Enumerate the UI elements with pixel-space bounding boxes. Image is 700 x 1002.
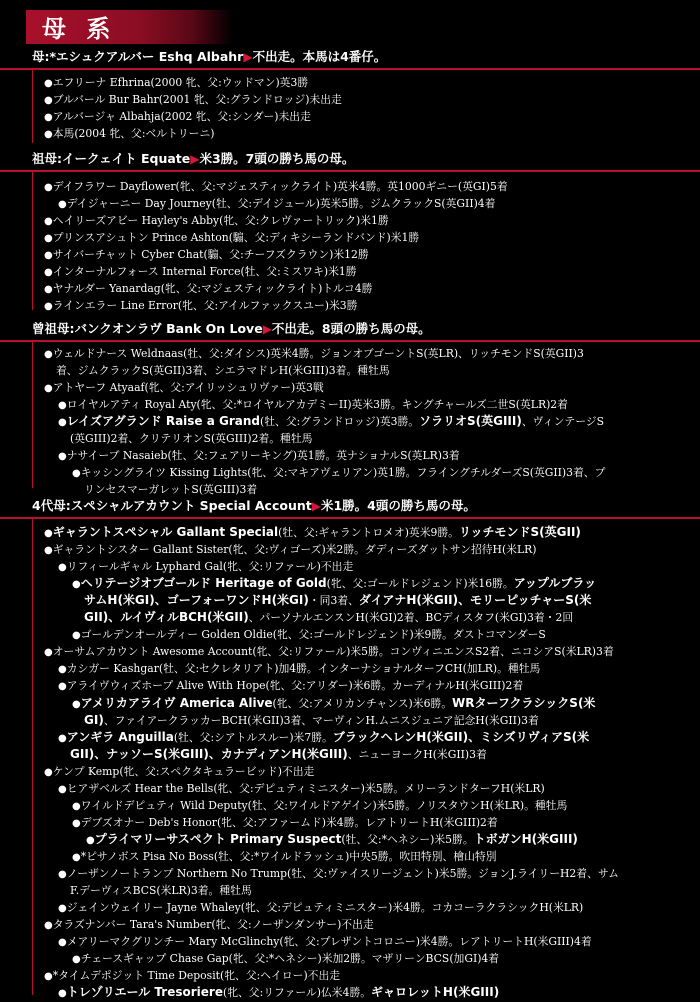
pedigree-entry <box>58 780 545 798</box>
section-heading-fourth-dam <box>32 497 692 514</box>
entry-text: ・同3着、 <box>308 594 359 608</box>
bullet-icon: ● <box>58 937 67 949</box>
pedigree-entry-major <box>84 592 591 609</box>
bullet-icon: ● <box>58 903 67 915</box>
entry-text: ブルバール Bur Bahr(2001 牝、父:グランドロッジ)未出走 <box>52 93 342 107</box>
entry-text: エフリーナ Efhrina(2000 牝、父:ウッドマン)英3勝 <box>52 76 309 89</box>
section-heading-great-grandmother <box>32 320 692 337</box>
bullet-icon: ● <box>58 664 67 676</box>
entry-text: ジェインウェイリー Jayne Whaley(牝、父:デピュティミニスター)米4勝。コカコーラクラシックH(米LR) <box>66 901 584 915</box>
entry-text: メアリーマクグリンチー Mary McGlinchy(牝、父:プレザントコロニー)米4勝。レアトリートH(米GIII)4着 <box>66 935 592 949</box>
section-heading-note: 不出走。8頭の勝ち馬の母。 <box>271 321 431 336</box>
pedigree-entry <box>58 865 619 883</box>
bullet-icon: ● <box>44 233 53 245</box>
section-heading-name: 母:*エシュクアルバー Eshq Albahr <box>32 49 244 64</box>
entry-text: *ピサノボス Pisa No Boss(牡、父:*ワイルドラッシュ)中央5勝。吹田特別、檜山特別 <box>80 849 497 863</box>
bullet-icon: ● <box>44 349 53 360</box>
pedigree-entry <box>58 195 495 213</box>
entry-text: *タイムデポジット Time Deposit(牝、父:ヘイロー)不出走 <box>52 969 341 983</box>
entry-text: (牡、父:*ヘネシー)米5勝。 <box>341 832 474 846</box>
section-heading-name: 祖母:イークェイト Equate <box>32 151 191 166</box>
bullet-icon: ● <box>44 971 53 983</box>
horse-name-bold: アメリカアライヴ America Alive <box>80 695 273 710</box>
pedigree-entry <box>56 362 390 379</box>
entry-text: オーサムアカウント Awesome Account(牝、父:リファール)米5勝。コンヴィニエンスS2着、ニコシアS(米LR)3着 <box>52 645 614 659</box>
entry-text: (牝、父:ゴールドレジェンド)米16勝。 <box>326 577 514 591</box>
pedigree-entry-major <box>44 524 581 542</box>
bullet-icon: ● <box>44 112 53 124</box>
section-heading-name: 4代母:スペシャルアカウント Special Account <box>32 498 312 513</box>
bullet-icon: ● <box>58 417 67 429</box>
entry-text: (牡、父:シアトルスルー)米7勝。 <box>173 730 333 744</box>
pedigree-entry <box>44 263 357 281</box>
entry-text: デブズオナー Deb's Honor(牝、父:アファームド)米4勝。レアトリートH(米GIII)2着 <box>80 815 498 829</box>
bullet-icon: ● <box>58 732 67 744</box>
pedigree-entry-major <box>72 575 596 593</box>
section-divider <box>0 517 700 519</box>
section-divider <box>0 340 700 342</box>
pedigree-entry <box>58 677 523 695</box>
pedigree-entry <box>44 125 214 143</box>
bullet-icon: ● <box>86 834 95 846</box>
pedigree-entry <box>72 814 498 832</box>
bullet-icon: ● <box>58 869 67 880</box>
bullet-icon: ● <box>44 78 53 89</box>
race-win-bold: アップルブラッ <box>513 576 597 591</box>
entry-text: ヤナルダー Yanardag(牝、父:マジェスティックライト)トルコ4勝 <box>52 282 373 296</box>
bullet-icon: ● <box>72 468 81 480</box>
bullet-icon: ● <box>44 545 53 557</box>
entry-text: アライヴウィズホープ Alive With Hope(牝、父:アリダー)米6勝。カーディナルH(米GIII)2着 <box>66 679 524 693</box>
entry-text: ロイヤルアティ Royal Aty(牝、父:*ロイヤルアカデミーII)英米3勝。キングチャールズ二世S(英LR)2着 <box>66 398 568 412</box>
horse-name-bold: トレゾリエール Tresoriere <box>66 985 223 1000</box>
pedigree-entry <box>44 916 374 934</box>
pedigree-entry <box>44 74 308 92</box>
entry-text: デイフラワー Dayflower(牝、父:マジェスティックライト)英米4勝。英1000ギニー(英GI)5着 <box>52 180 508 193</box>
entry-text: ゴールデンオールディー Golden Oldie(牝、父:ゴールドレジェンド)米9勝。ダストコマンダーS <box>80 628 546 642</box>
page-title: 母 系 <box>42 15 117 43</box>
entry-text: カシガー Kashgar(牡、父:セクレタリアト)加4勝。インターナショナルターフCH(加LR)。種牡馬 <box>66 662 541 676</box>
bullet-icon: ● <box>72 579 81 591</box>
pedigree-entry-major <box>86 831 578 849</box>
bullet-icon: ● <box>44 95 53 107</box>
bullet-icon: ● <box>58 783 67 795</box>
pedigree-entry <box>44 345 584 363</box>
bullet-icon: ● <box>72 817 81 829</box>
pedigree-entry <box>44 379 324 397</box>
bullet-icon: ● <box>58 562 67 574</box>
entry-text: 、パーソナルエンスンH(米GI)2着、BCディスタフ(米GI)3着・2回 <box>248 611 574 625</box>
entry-text: サイバーチャット Cyber Chat(騸、父:チーフズクラウン)米12勝 <box>52 248 369 262</box>
bullet-icon: ● <box>44 216 53 228</box>
bullet-icon: ● <box>72 698 81 710</box>
horse-name-bold: サムH(米GI)、ゴーフォーワンドH(米GI) <box>84 593 309 608</box>
bullet-icon: ● <box>72 630 81 642</box>
entry-text: (牡、父:ギャラントロメオ)英米9勝。 <box>278 526 459 539</box>
pedigree-entry <box>58 396 568 414</box>
arrow-right-icon: ▶ <box>262 322 272 336</box>
entry-text: ラインエラー Line Error(牝、父:アイルファックスユー)米3勝 <box>52 299 358 313</box>
entry-text: ヒアザベルズ Hear the Bells(牝、父:デピュティミニスター)米5勝。メリーランドターフH(米LR) <box>66 781 545 795</box>
bullet-icon: ● <box>58 681 67 693</box>
section-left-rule <box>32 170 33 310</box>
bullet-icon: ● <box>58 451 67 463</box>
pedigree-entry <box>70 882 252 899</box>
entry-text: ギャラントシスター Gallant Sister(牝、父:ヴィゴーズ)米2勝。ダディーズダットサン招待H(米LR) <box>52 543 537 557</box>
pedigree-entry-major <box>58 413 604 431</box>
pedigree-entry <box>58 660 540 678</box>
pedigree-entry-major <box>58 729 589 747</box>
pedigree-entry <box>58 558 353 576</box>
pedigree-entry-major <box>84 609 573 626</box>
bullet-icon: ● <box>44 284 53 296</box>
bullet-icon: ● <box>44 267 53 279</box>
horse-name-bold: GI) <box>84 712 104 727</box>
bullet-icon: ● <box>44 182 53 193</box>
section-heading-note: 米1勝。4頭の勝ち馬の母。 <box>320 498 476 513</box>
pedigree-entry <box>44 541 537 559</box>
section-divider <box>0 68 700 70</box>
bullet-icon: ● <box>44 129 53 141</box>
bullet-icon: ● <box>72 954 81 966</box>
arrow-right-icon: ▶ <box>311 499 321 513</box>
race-win-bold: ソラリオS(英GIII) <box>419 414 522 429</box>
entry-text: ワイルドデピュティ Wild Deputy(牡、父:ワイルドアゲイン)米5勝。ノリスタウンH(米LR)。種牡馬 <box>80 798 568 812</box>
section-divider <box>0 170 700 172</box>
race-win-bold: ギャロレットH(米GIII) <box>371 985 500 1000</box>
arrow-right-icon: ▶ <box>243 50 253 64</box>
pedigree-entry <box>72 464 605 482</box>
entry-text: ケンプ Kemp(牝、父:スペクタキュラービッド)不出走 <box>52 764 315 778</box>
pedigree-entry <box>58 899 583 917</box>
entry-text: 本馬(2004 牝、父:ベルトリーニ) <box>52 127 215 141</box>
race-win-bold: WRターフクラシックS(米 <box>452 695 596 710</box>
horse-name-bold: ヘリテージオブゴールド Heritage of Gold <box>80 576 327 591</box>
bullet-icon: ● <box>44 383 53 395</box>
pedigree-entry-major <box>70 746 487 763</box>
horse-name-bold: ギャラントスペシャル Gallant Special <box>52 525 279 539</box>
bullet-icon: ● <box>44 647 53 659</box>
pedigree-entry <box>44 229 419 247</box>
bullet-icon: ● <box>58 988 67 1000</box>
pedigree-entry <box>72 848 497 866</box>
pedigree-entry <box>44 91 342 109</box>
entry-text: ナサイーブ Nasaieb(牡、父:フェアリーキング)英1勝。英ナショナルS(英LR)3着 <box>66 449 460 463</box>
pedigree-entry <box>44 108 311 126</box>
pedigree-entry <box>58 933 592 951</box>
pedigree-entry <box>72 626 546 644</box>
race-win-bold: リッチモンドS(英GII) <box>458 525 581 539</box>
pedigree-entry <box>58 447 460 465</box>
pedigree-entry <box>44 763 314 781</box>
bullet-icon: ● <box>44 766 53 778</box>
pedigree-entry <box>44 967 340 985</box>
entry-text: アトヤーフ Atyaaf(牝、父:アイリッシュリヴァー)英3戦 <box>52 381 324 395</box>
entry-text: タラズナンバー Tara's Number(牝、父:ノーザンダンサー)不出走 <box>52 918 374 932</box>
entry-text: アルバージャ Albahja(2002 牝、父:シンダー)未出走 <box>52 110 311 124</box>
pedigree-entry <box>72 797 567 815</box>
entry-text: 、ヴィンテージS <box>521 415 604 429</box>
entry-text: 、ファイアークラッカーBCH(米GII)3着、マーヴィンH.ムニスジュニア記念H(米GII)3着 <box>103 713 539 727</box>
entry-text: リンセスマーガレットS(英GIII)3着 <box>84 483 258 497</box>
horse-name-bold: プライマリーサスペクト Primary Suspect <box>94 831 342 846</box>
pedigree-entry <box>44 178 508 196</box>
bullet-icon: ● <box>44 528 53 539</box>
pedigree-entry <box>44 643 614 661</box>
race-win-bold: トボガンH(米GIII) <box>473 831 578 846</box>
pedigree-entry <box>44 212 389 230</box>
entry-text: ノーザンノートランプ Northern No Trump(牡、父:ヴァイスリージェント)米5勝。ジョンJ.ライリーH2着、サム <box>66 867 619 880</box>
pedigree-entry <box>84 481 257 498</box>
bullet-icon: ● <box>72 800 81 812</box>
entry-text: (牝、父:リファール)仏米4勝。 <box>222 986 372 1000</box>
arrow-right-icon: ▶ <box>190 152 200 166</box>
pedigree-entry <box>44 280 372 298</box>
pedigree-entry <box>44 297 357 315</box>
section-heading-mother <box>32 48 692 65</box>
entry-text: プリンスアシュトン Prince Ashton(騸、父:ディキシーランドバンド)米1勝 <box>52 231 420 245</box>
pedigree-entry <box>72 950 499 968</box>
horse-name-bold: GII)、ルイヴィルBCH(米GII) <box>84 610 249 625</box>
entry-text: ウェルドナース Weldnaas(牡、父:ダイシス)英米4勝。ジョンオブゴーントS(英LR)、リッチモンドS(英GII)3 <box>52 347 584 360</box>
entry-text: F.デーヴィスBCS(米LR)3着。種牡馬 <box>70 884 252 898</box>
bullet-icon: ● <box>44 920 53 932</box>
race-win-bold: ダイアナH(米GII)、モリーピッチャーS(米 <box>358 593 592 608</box>
entry-text: デイジャーニー Day Journey(牡、父:デイジュール)英米5勝。ジムクラックS(英GII)4着 <box>66 197 496 211</box>
bullet-icon: ● <box>72 851 81 863</box>
entry-text: (牝、父:アメリカンチャンス)米6勝。 <box>272 696 453 710</box>
pedigree-entry-major <box>72 695 595 713</box>
entry-text: 着、ジムクラックS(英GII)3着、シエラマドレH(米GIII)3着。種牡馬 <box>56 364 390 378</box>
section-heading-note: 不出走。本馬は4番仔。 <box>252 49 387 64</box>
entry-text: チェースギャップ Chase Gap(牝、父:*ヘネシー)米加2勝。マザリーンBCS(加GI)4着 <box>80 952 500 966</box>
pedigree-entry-major <box>84 712 539 729</box>
entry-text: インターナルフォース Internal Force(牡、父:ミスワキ)米1勝 <box>52 265 357 279</box>
pedigree-entry <box>44 246 369 264</box>
entry-text: リフィールギャル Lyphard Gal(牝、父:リファール)不出走 <box>66 560 354 574</box>
section-left-rule <box>32 68 33 143</box>
horse-name-bold: レイズアグランド Raise a Grand <box>66 414 261 429</box>
bullet-icon: ● <box>44 301 53 313</box>
section-left-rule <box>32 340 33 488</box>
bullet-icon: ● <box>58 400 67 412</box>
section-heading-note: 米3勝。7頭の勝ち馬の母。 <box>199 151 355 166</box>
bullet-icon: ● <box>44 250 53 262</box>
section-left-rule <box>32 517 33 995</box>
race-win-bold: ブラックヘレンH(米GII)、ミシズリヴィアS(米 <box>332 729 590 744</box>
entry-text: 、ニューヨークH(米GII)3着 <box>347 747 487 761</box>
entry-text: (牡、父:グランドロッジ)英3勝。 <box>260 415 420 429</box>
horse-name-bold: アンギラ Anguilla <box>66 729 174 744</box>
entry-text: キッシングライツ Kissing Lights(牝、父:マキアヴェリアン)英1勝。フライングチルダーズS(英GII)3着、プ <box>80 466 606 480</box>
bullet-icon: ● <box>58 199 67 211</box>
section-heading-name: 曾祖母:バンクオンラヴ Bank On Love <box>32 321 263 336</box>
entry-text: (英GIII)2着、クリテリオンS(英GIII)2着。種牡馬 <box>70 432 313 446</box>
section-heading-grandmother <box>32 150 692 167</box>
pedigree-entry <box>70 430 312 447</box>
horse-name-bold: GII)、ナッソーS(米GIII)、カナディアンH(米GIII) <box>70 746 348 761</box>
entry-text: ヘイリーズアビー Hayley's Abby(牝、父:クレヴァートリック)米1勝 <box>52 214 389 228</box>
pedigree-entry-major <box>58 984 499 1002</box>
